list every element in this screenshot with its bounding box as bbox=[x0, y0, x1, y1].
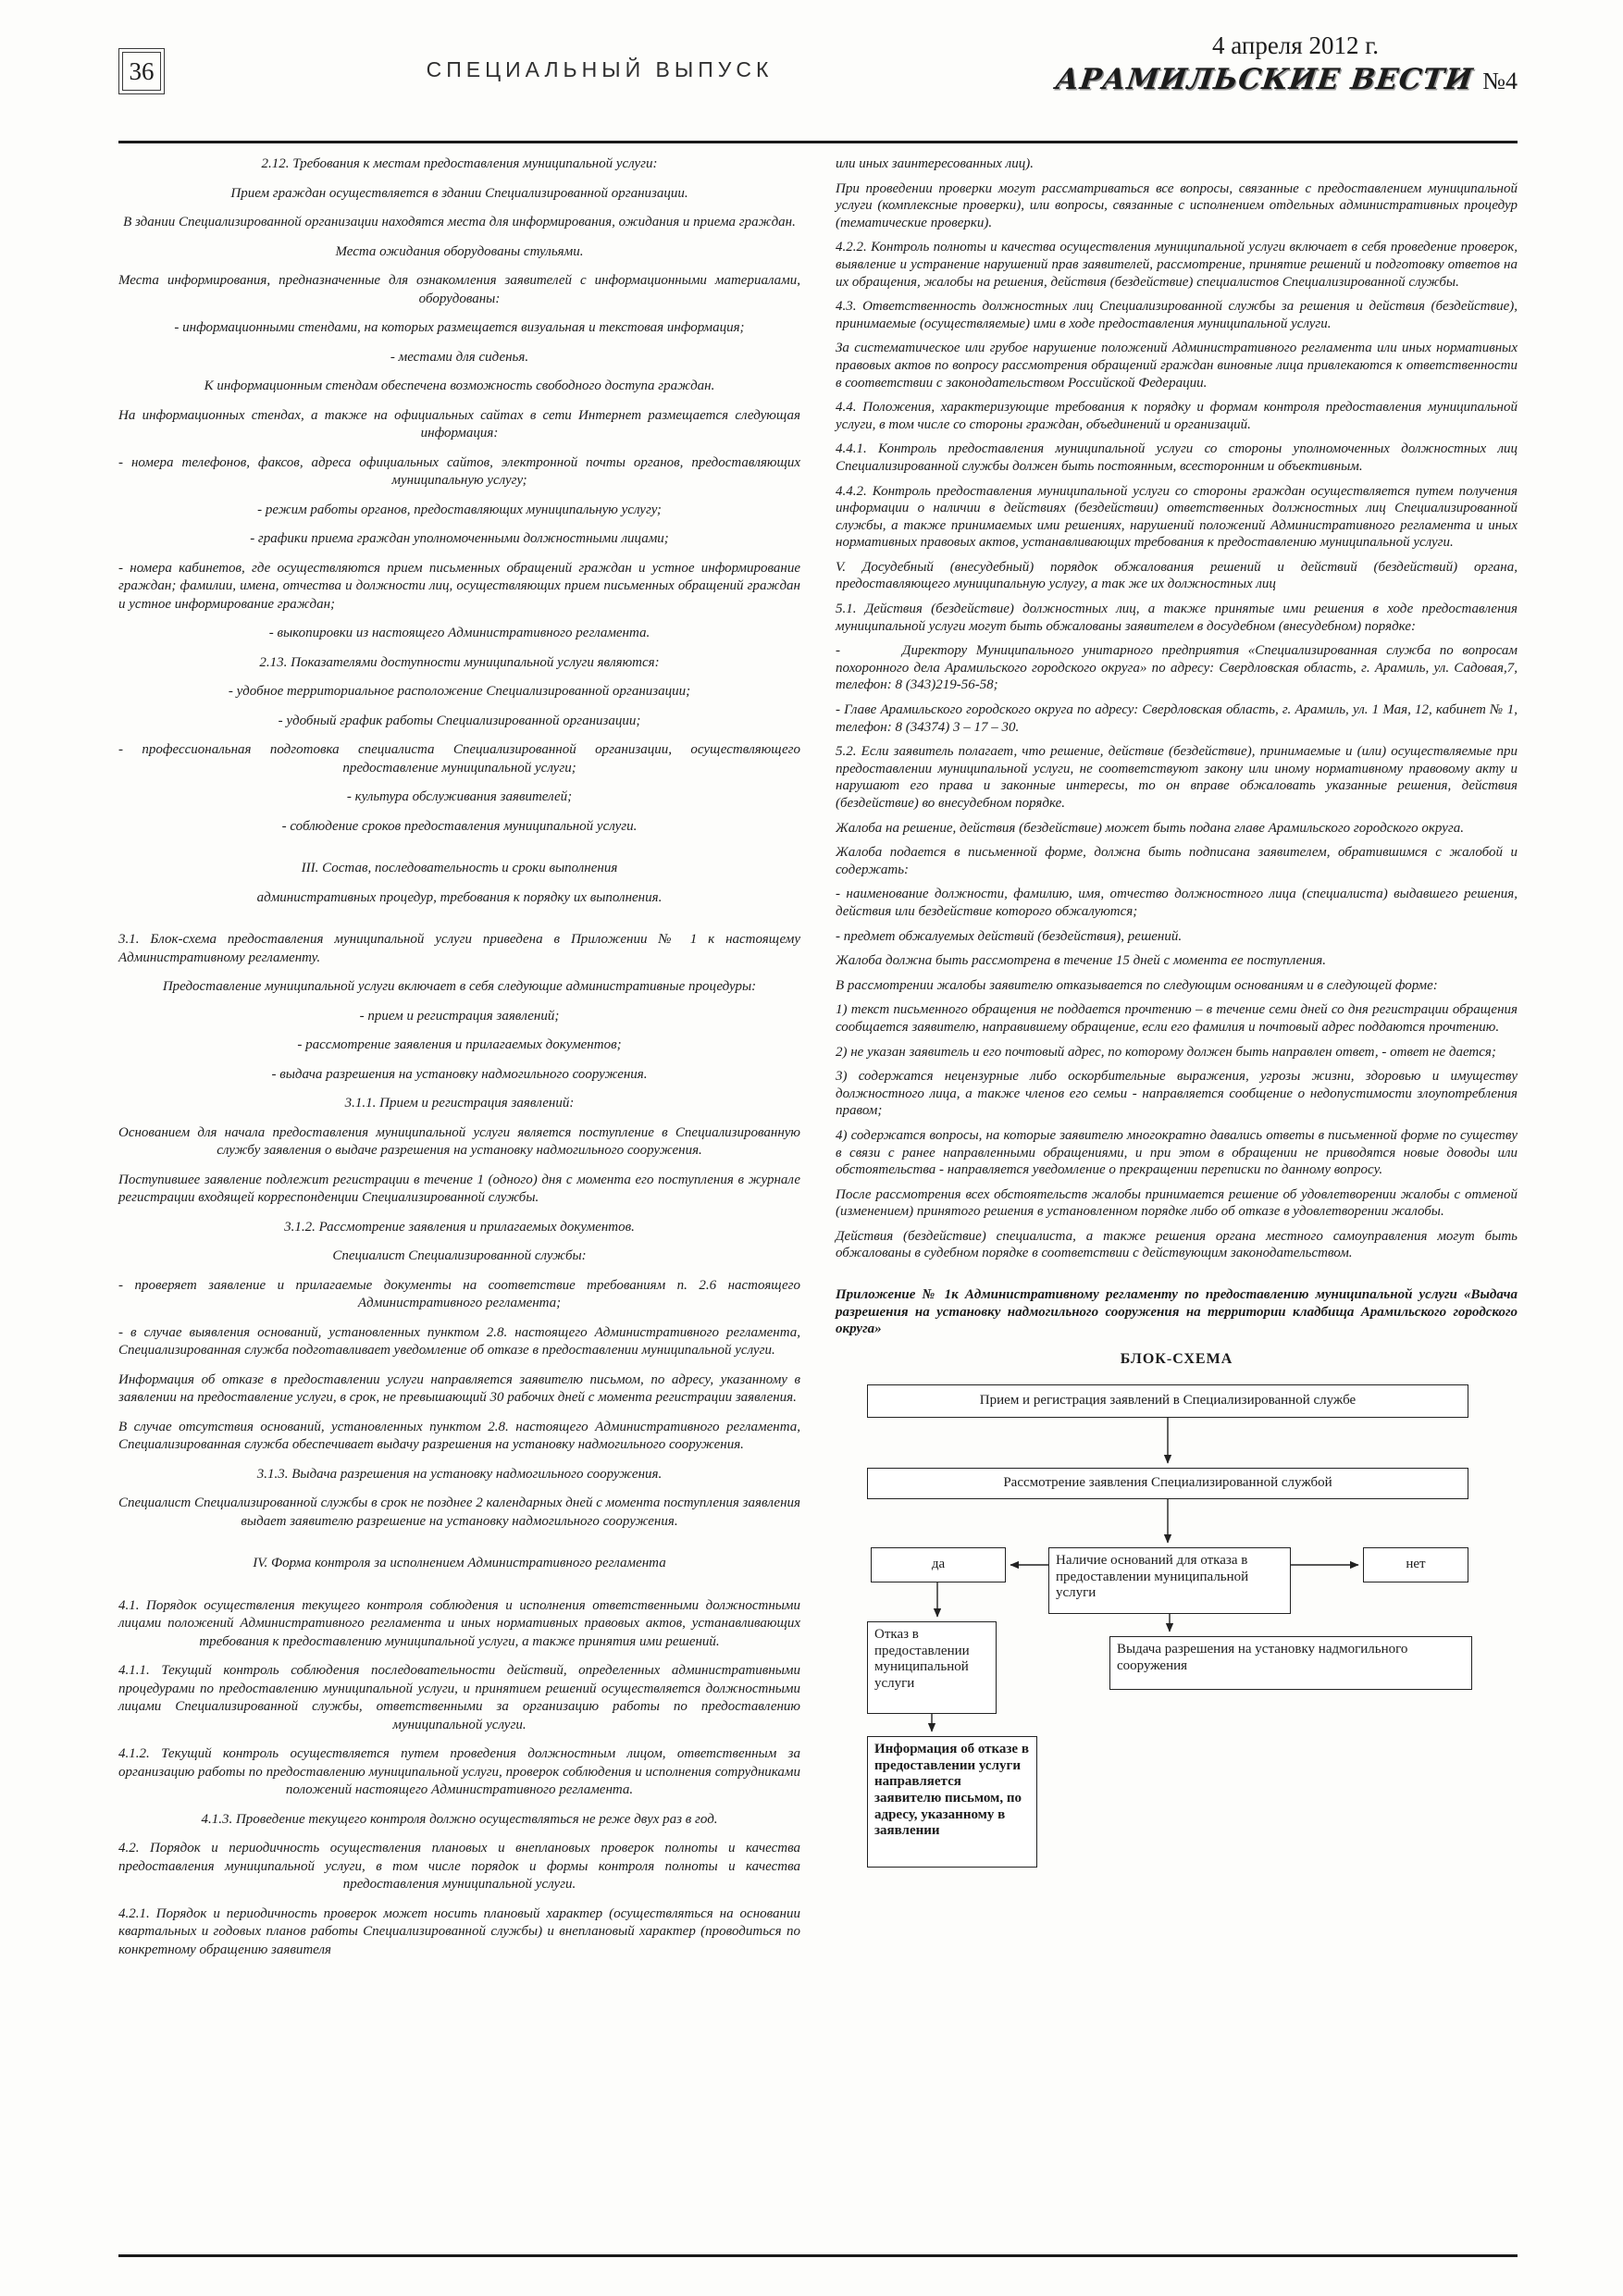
paragraph: Действия (бездействие) специалиста, а также решения органа местного самоуправления могут быть обжалованы в судебном порядке в соответствии с действующим законодательством. bbox=[836, 1228, 1518, 1261]
paragraph: административных процедур, требования к порядку их выполнения. bbox=[256, 889, 663, 905]
paragraph: - культура обслуживания заявителей; bbox=[346, 789, 573, 804]
paragraph: 1) текст письменного обращения не поддается прочтению – в течение семи дней со дня регистрации обращения сообщается заявителю, направившему обращение, если его фамилия и почтовый адрес поддаются прочтению. bbox=[836, 1002, 1518, 1035]
paragraph: Жалоба на решение, действия (бездействие) может быть подана главе Арамильского городского округа. bbox=[836, 820, 1464, 836]
left-column bbox=[118, 155, 800, 1970]
paragraph: - удобное территориальное расположение Специализированной организации; bbox=[228, 684, 691, 699]
paragraph: 4.2.2. Контроль полноты и качества осуществления муниципальной услуги включает в себя проведение проверок, выявление и устранение нарушений прав заявителей, рассмотрение, принятие решений и подготовку ответов на их обращения, жалобы на решения, действия (бездействие) специалистов Специализированной службы. bbox=[836, 240, 1518, 290]
paragraph: V. Досудебный (внесудебный) порядок обжалования решений и действий (бездействий) органа, предоставляющего муниципальную услугу, а так же их должностных лиц bbox=[836, 559, 1518, 592]
paragraph: 2.13. Показателями доступности муниципальной услуги являются: bbox=[259, 654, 660, 670]
paragraph: - профессиональная подготовка специалиста Специализированной организации, осуществляющего предоставление муниципальной услуги; bbox=[118, 742, 800, 776]
paragraph: Жалоба подается в письменной форме, должна быть подписана заявителем, обратившимся с жалобой и содержать: bbox=[836, 845, 1518, 877]
masthead-logo: АРАМИЛЬСКИЕ ВЕСТИ bbox=[1054, 63, 1476, 96]
paragraph: Жалоба должна быть рассмотрена в течение 15 дней с момента ее поступления. bbox=[836, 953, 1326, 969]
flowchart-node-condition: Наличие оснований для отказа в предоставлении муниципальной услуги bbox=[1048, 1547, 1291, 1614]
paragraph: Информация об отказе в предоставлении услуги направляется заявителю письмом, по адресу, указанному в заявлении на предоставление услуги, в срок, не превышающий 30 рабочих дней с момента регистрации заявления. bbox=[118, 1371, 800, 1405]
paragraph: - прием и регистрация заявлений; bbox=[359, 1008, 560, 1024]
masthead-row bbox=[1054, 63, 1518, 96]
paragraph: - рассмотрение заявления и прилагаемых документов; bbox=[297, 1037, 622, 1052]
paragraph: 4.4. Положения, характеризующие требования к порядку и формам контроля предоставления муниципальной услуги, в том числе со стороны граждан, объединений и организаций. bbox=[836, 400, 1518, 432]
paragraph: 3) содержатся нецензурные либо оскорбительные выражения, угрозы жизни, здоровью и имуществу должностного лица, а также членов его семьи - направляется сообщение о недопустимости злоупотребления правом; bbox=[836, 1069, 1518, 1119]
paragraph: 4.2.1. Порядок и периодичность проверок может носить плановый характер (осуществляться на основании квартальных и годовых планов работы Специализированной службы) и внеплановый характер (проводиться по конкретному обращению заявителя bbox=[118, 1905, 800, 1957]
paragraph: 4.4.2. Контроль предоставления муниципальной услуги со стороны граждан осуществляется путем получения информации о наличии в действиях (бездействии) ответственных должностных лиц Специализированной службы, а также принимаемых ими решениях, нарушений положений Административного регламента и иных нормативных правовых актов, устанавливающих требования к предоставлению муниципальной услуги. bbox=[836, 483, 1518, 551]
flowchart-node-receive: Прием и регистрация заявлений в Специализированной службе bbox=[867, 1384, 1468, 1418]
paragraph: Места информирования, предназначенные для ознакомления заявителей с информационными материалами, оборудованы: bbox=[118, 273, 800, 306]
paragraph: 3.1.1. Прием и регистрация заявлений: bbox=[344, 1096, 575, 1111]
paragraph: 4.3. Ответственность должностных лиц Специализированной службы за решения и действия (бездействие), принимаемые (осуществляемые) ими в ходе предоставления муниципальной услуги. bbox=[836, 299, 1518, 331]
paragraph: - проверяет заявление и прилагаемые документы на соответствие требованиям п. 2.6 настоящего Административного регламента; bbox=[118, 1277, 800, 1310]
header-rule bbox=[118, 141, 1518, 143]
paragraph: - Главе Арамильского городского округа по адресу: Свердловская область, г. Арамиль, ул. 1 Мая, 12, кабинет № 1, телефон: 8 (34374) 3 – 17 – 30. bbox=[836, 702, 1518, 735]
paragraph: 5.1. Действия (бездействие) должностных лиц, а также принятые ими решения в ходе предоставления муниципальной услуги могут быть обжалованы заявителем в досудебном (внесудебном) порядке: bbox=[836, 602, 1518, 634]
paragraph: 3.1.2. Рассмотрение заявления и прилагаемых документов. bbox=[284, 1219, 635, 1235]
paragraph: - номера телефонов, факсов, адреса официальных сайтов, электронной почты органов, предоставляющих муниципальную услугу; bbox=[118, 454, 800, 488]
paragraph: 4.1.1. Текущий контроль соблюдения последовательности действий, определенных административными процедурами по предоставлению муниципальной услуги, и принятием решений осуществляется должностными лицами Специализированной службы, ответственными за организацию работы по предоставлению муниципальной услуги. bbox=[118, 1663, 800, 1732]
flowchart-node-no: нет bbox=[1363, 1547, 1468, 1582]
paragraph: - выкопировки из настоящего Административного регламента. bbox=[268, 626, 650, 640]
paragraph: Прием граждан осуществляется в здании Специализированной организации. bbox=[230, 185, 688, 201]
paragraph: При проведении проверки могут рассматриваться все вопросы, связанные с предоставлением муниципальной услуги (комплексные проверки), или вопросы, связанные с исполнением отдельных административных процедур (тематические проверки). bbox=[836, 180, 1518, 230]
paragraph: 4.1. Порядок осуществления текущего контроля соблюдения и исполнения ответственными должностными лицами положений Административного регламента и иных нормативных правовых актов, устанавливающих требования к предоставлению муниципальной услуги, а также принятия ими решений. bbox=[118, 1597, 800, 1649]
paragraph: На информационных стендах, а также на официальных сайтах в сети Интернет размещается следующая информация: bbox=[118, 407, 800, 441]
paragraph: - графики приема граждан уполномоченными должностными лицами; bbox=[250, 531, 669, 546]
paragraph: Поступившее заявление подлежит регистрации в течение 1 (одного) дня с момента его поступления в журнале регистрации входящей корреспонденции Специализированной службы. bbox=[118, 1172, 800, 1205]
paragraph: - в случае выявления оснований, установленных пунктом 2.8. настоящего Административного регламента, Специализированная служба подготавливает уведомление об отказе в предоставлении муниципальной услуги. bbox=[118, 1324, 800, 1358]
paragraph: 3.1. Блок-схема предоставления муниципальной услуги приведена в Приложении № 1 к настоящему Административному регламенту. bbox=[118, 932, 800, 965]
flowchart-node-info: Информация об отказе в предоставлении услуги направляется заявителю письмом, по адресу, указанному в заявлении bbox=[867, 1736, 1037, 1868]
right-column bbox=[836, 155, 1518, 1879]
flowchart-node-issue: Выдача разрешения на установку надмогильного сооружения bbox=[1109, 1636, 1472, 1690]
paragraph: - предмет обжалуемых действий (бездействия), решений. bbox=[836, 928, 1183, 944]
flowchart bbox=[836, 1379, 1518, 1879]
flowchart-node-review: Рассмотрение заявления Специализированной службой bbox=[867, 1468, 1468, 1499]
paragraph: - соблюдение сроков предоставления муниципальной услуги. bbox=[281, 818, 638, 834]
paragraph: - местами для сиденья. bbox=[390, 349, 529, 365]
footer-rule bbox=[118, 2254, 1518, 2257]
page-number-box bbox=[118, 48, 165, 94]
paragraph: 4.1.3. Проведение текущего контроля должно осуществляться не реже двух раз в год. bbox=[201, 1811, 718, 1827]
paragraph: III. Состав, последовательность и сроки выполнения bbox=[301, 861, 618, 875]
article-body bbox=[118, 155, 1518, 1970]
paragraph: После рассмотрения всех обстоятельств жалобы принимается решение об удовлетворении жалобы с отменой (изменением) принятого решения в установленном порядке либо об отказе в удовлетворении жалобы. bbox=[836, 1186, 1518, 1220]
flowchart-node-refuse: Отказ в предоставлении муниципальной услуги bbox=[867, 1621, 997, 1714]
paragraph: 2.12. Требования к местам предоставления муниципальной услуги: bbox=[261, 156, 658, 171]
paragraph: 2) не указан заявитель и его почтовый адрес, по которому должен быть направлен ответ, - ответ не дается; bbox=[836, 1044, 1496, 1060]
paragraph: 3.1.3. Выдача разрешения на установку надмогильного сооружения. bbox=[256, 1466, 663, 1482]
paragraph: - Директору Муниципального унитарного предприятия «Специализированная служба по вопросам похоронного дела Арамильского городского округа» по адресу: Свердловская область, г. Арамиль, ул. Садовая,7, телефон: 8 (343)219-56-58; bbox=[836, 643, 1518, 693]
paragraph: За систематическое или грубое нарушение положений Административного регламента или иных нормативных правовых актов по вопросу рассмотрения обращений граждан виновные лица привлекаются к ответственности в соответствии с законодательством Российской Федерации. bbox=[836, 341, 1518, 391]
paragraph: - номера кабинетов, где осуществляются прием письменных обращений граждан и устное информирование граждан; фамилии, имена, отчества и должности лиц, осуществляющих прием письменных обращений граждан и устное информирование граждан; bbox=[118, 560, 800, 612]
paragraph: Специалист Специализированной службы в срок не позднее 2 календарных дней с момента поступления заявления выдает заявителю разрешение на установку надмогильного сооружения. bbox=[118, 1496, 800, 1529]
issue-number: №4 bbox=[1482, 68, 1518, 94]
paragraph: 4.2. Порядок и периодичность осуществления плановых и внеплановых проверок полноты и качества предоставления муниципальной услуги, в том числе порядок и формы контроля полноты и качества предоставления муниципальной услуги. bbox=[118, 1841, 800, 1892]
paragraph: 4.1.2. Текущий контроль осуществляется путем проведения должностным лицом, ответственным за организацию работы по предоставлению муниципальной услуги, проверок соблюдения и исполнения сотрудниками положений настоящего Административного регламента. bbox=[118, 1746, 800, 1797]
flowchart-node-yes: да bbox=[871, 1547, 1006, 1582]
paragraph: Специалист Специализированной службы: bbox=[332, 1248, 587, 1263]
date: 4 апреля 2012 г. bbox=[1212, 31, 1379, 59]
paragraph: - режим работы органов, предоставляющих муниципальную услугу; bbox=[257, 502, 662, 517]
flowchart-title: БЛОК-СХЕМА bbox=[1120, 1350, 1233, 1367]
paragraph: К информационным стендам обеспечена возможность свободного доступа граждан. bbox=[204, 379, 715, 393]
paragraph: 5.2. Если заявитель полагает, что решение, действие (бездействие), принимаемые и (или) осуществляемые при предоставлении муниципальной услуги, не соответствуют закону или иному нормативному правовому акту и нарушают его права и законные интересы, то он вправе обжаловать указанные решения, действия (бездействие) во внесудебном порядке. bbox=[836, 744, 1518, 811]
page-number: 36 bbox=[122, 52, 161, 91]
paragraph: Места ожидания оборудованы стульями. bbox=[335, 243, 584, 259]
paragraph: 4) содержатся вопросы, на которые заявителю многократно давались ответы в письменной форме по существу в связи с ранее направленными обращениями, и при этом в обращении не приводятся новые доводы или обстоятельства - направляется уведомление о прекращении переписки по данному вопросу. bbox=[836, 1127, 1518, 1178]
paragraph: - наименование должности, фамилию, имя, отчество должностного лица (специалиста) выдавшего решения, действия или бездействие которого обжалуются; bbox=[836, 887, 1518, 919]
paragraph: 4.4.1. Контроль предоставления муниципальной услуги со стороны уполномоченных должностных лиц Специализированной службы должен быть постоянным, всесторонним и объективным. bbox=[836, 441, 1518, 474]
paragraph: или иных заинтересованных лиц). bbox=[836, 156, 1034, 171]
paragraph: В случае отсутствия оснований, установленных пунктом 2.8. настоящего Административного регламента, Специализированная служба обеспечивает выдачу разрешения на установку надмогильного сооружения. bbox=[118, 1419, 800, 1452]
paragraph: - выдача разрешения на установку надмогильного сооружения. bbox=[271, 1066, 648, 1082]
paragraph: Основанием для начала предоставления муниципальной услуги является поступление в Специализированную службу заявления о выдаче разрешения на установку надмогильного сооружения. bbox=[118, 1124, 800, 1158]
paragraph: В рассмотрении жалобы заявителю отказывается по следующим основаниям и в следующей форме: bbox=[836, 977, 1438, 993]
paragraph: Предоставление муниципальной услуги включает в себя следующие административные процедуры: bbox=[162, 979, 757, 994]
right-column-text bbox=[836, 155, 1518, 1338]
paragraph: В здании Специализированной организации находятся места для информирования, ожидания и приема граждан. bbox=[123, 215, 796, 230]
paragraph: - информационными стендами, на которых размещается визуальная и текстовая информация; bbox=[174, 320, 745, 335]
issue-label: СПЕЦИАЛЬНЫЙ ВЫПУСК bbox=[426, 57, 774, 81]
paragraph: IV. Форма контроля за исполнением Административного регламента bbox=[253, 1556, 666, 1570]
paragraph: - удобный график работы Специализированной организации; bbox=[278, 713, 641, 728]
paragraph: Приложение № 1к Административному регламенту по предоставлению муниципальной услуги «Выдача разрешения на установку надмогильного сооружения на территории кладбища Арамильского городского округа» bbox=[836, 1287, 1518, 1337]
